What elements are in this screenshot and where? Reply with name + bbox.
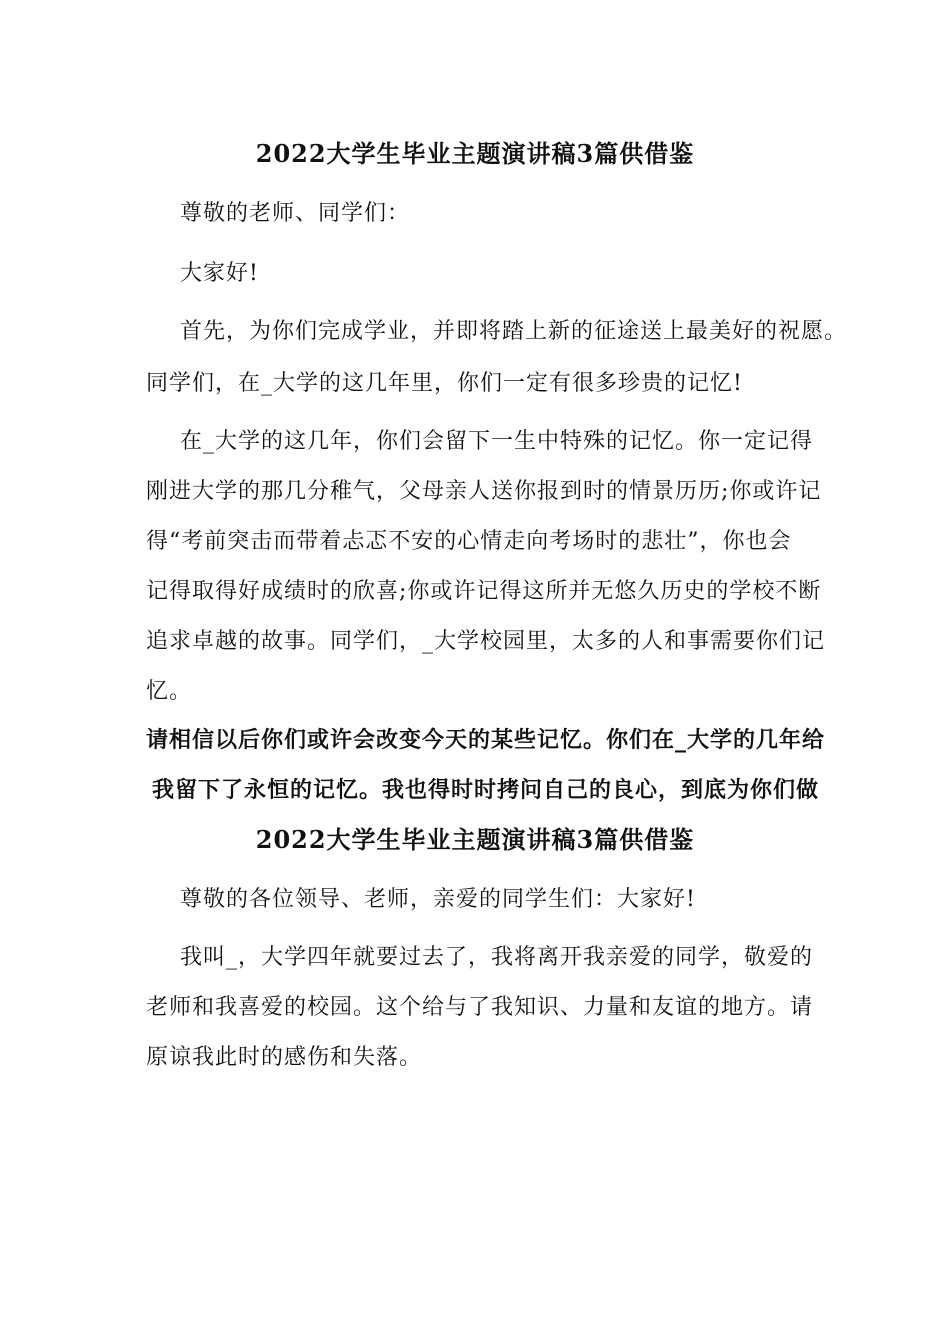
paragraph-line: 原谅我此时的感伤和失落。 [146,1045,423,1070]
paragraph-line-bold: 请相信以后你们或许会改变今天的某些记忆。你们在_大学的几年给 [146,727,826,753]
document-title: 2022大学生毕业主题演讲稿3篇供借鉴 [255,825,695,854]
paragraph-line: 得“考前突击而带着忐忑不安的心情走向考场时的悲壮”，你也会 [146,529,792,554]
paragraph-line: 首先，为你们完成学业，并即将踏上新的征途送上最美好的祝愿。 [180,319,848,344]
paragraph-line: 忆。 [146,679,193,704]
salutation: 尊敬的各位领导、老师，亲爱的同学生们：大家好! [180,887,696,912]
document-title: 2022大学生毕业主题演讲稿3篇供借鉴 [255,139,695,168]
paragraph-line: 刚进大学的那几分稚气，父母亲人送你报到时的情景历历;你或许记 [146,479,822,504]
greeting: 大家好! [180,261,259,286]
paragraph-line: 老师和我喜爱的校园。这个给与了我知识、力量和友谊的地方。请 [146,995,814,1020]
paragraph-line: 我叫_，大学四年就要过去了，我将离开我亲爱的同学，敬爱的 [180,945,814,970]
paragraph-line-bold: 我留下了永恒的记忆。我也得时时拷问自己的良心，到底为你们做 [152,777,820,803]
paragraph-line: 同学们，在_大学的这几年里，你们一定有很多珍贵的记忆! [146,371,743,396]
salutation: 尊敬的老师、同学们： [180,201,411,226]
paragraph-line: 在_大学的这几年，你们会留下一生中特殊的记忆。你一定记得 [180,429,814,454]
paragraph-line: 记得取得好成绩时的欣喜;你或许记得这所并无悠久历史的学校不断 [146,579,822,604]
paragraph-line: 追求卓越的故事。同学们，_大学校园里，太多的人和事需要你们记 [146,629,826,654]
